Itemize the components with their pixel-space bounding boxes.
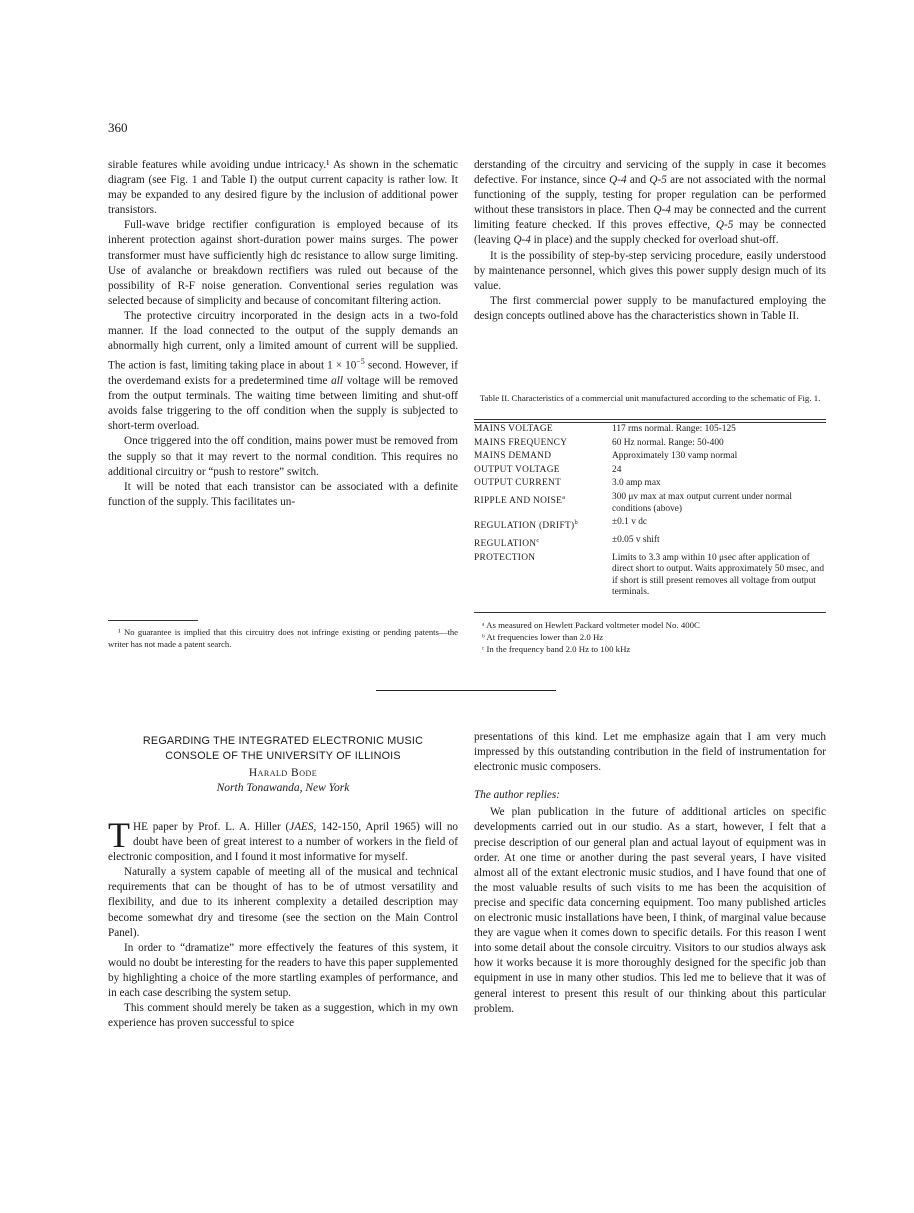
spec-value: 60 Hz normal. Range: 50-400 [612,437,724,448]
column-top-left [108,158,458,510]
paragraph: We plan publication in the future of additional articles on specific developments carried out in our studio. As a start, however, I felt that a precise description of our general plan and actual layout of equipment was in order. At one time or another during the past several years, I have visited almost all of the extant electronic music studios, and I have found that one of the most valuable results of such visits to me has been the acquisition of precise and specific data concerning equipment. Too many published articles on electronic music installations have been, I think, of marginal value because they are vague when it comes down to specific details. For this reason I went into some detail about the console circuitry. Visitors to our studios always ask how it works because it is more thoroughly designed for the specific job than equipment in use in many other studios. This led me to believe that it was of general interest to present this result of our thinking about this particular problem. [474,806,826,1015]
spec-row [474,476,826,490]
paragraph: The protective circuitry incorporated in the design acts in a two-fold manner. If the load connected to the output of the supply demands an abnormally high current, only a limited amount of current will be supplied. The action is fast, limiting taking place in about $1 \times 10^{-5}$ second. However, if the overdemand exists for a predetermined time all voltage will be removed from the output terminals. The waiting time between limiting and shut-off avoids false triggering to the off condition when the supply is subjected to short-term overload. [108,309,458,433]
paragraph: presentations of this kind. Let me emphasize again that I am very much impressed by this outstanding contribution in the field of instrumentation for electronic music composers. [474,731,826,774]
spec-param-text: REGULATION (DRIFT) [474,521,575,532]
table-rule-top-double [474,422,826,423]
spec-footnote-mark: b [574,519,579,527]
replies-heading: The author replies: [474,789,560,802]
section-divider [376,690,556,691]
paragraph: Naturally a system capable of meeting all of the musical and technical requirements that can be thought of has to be of utmost versatility and flexibility, and due to its inherent complexity a detailed description may become somewhat dry and tiresome (see the section on the Main Control Panel). [108,866,458,939]
column-top-right [474,158,826,324]
paragraph: Full-wave bridge rectifier configuration is employed because of its inherent protection against short-duration power mains surges. The power transformer must have sufficiently high dc resistance to allow surge limiting. Use of avalanche or breakdown rectifiers was ruled out because of the possibility of R-F noise generation. Conventional series regulation was selected because of simplicity and because of concomitant filtering action. [108,219,458,307]
spec-param: MAINS VOLTAGE [474,424,553,434]
spec-row [474,533,826,551]
paragraph: The first commercial power supply to be manufactured employing the design concepts outlined above has the characteristics shown in Table II. [474,294,826,322]
spec-footnote-mark: a [562,493,566,501]
spec-row [474,436,826,450]
paragraph: sirable features while avoiding undue intricacy.¹ As shown in the schematic diagram (see Fig. 1 and Table I) the output current capacity is rather low. It may be expanded to any desired figure by the inclusion of additional power transistors. [108,159,458,217]
table-rule-bottom [474,612,826,613]
spec-table [474,424,826,599]
spec-row [474,449,826,463]
spec-param: MAINS FREQUENCY [474,437,568,448]
drop-cap: T [108,815,130,855]
table-notes [482,620,826,655]
column-bottom-right [474,730,826,1017]
spec-param-text: RIPPLE AND NOISE [474,496,563,507]
paragraph: It will be noted that each transistor can be associated with a definite function of the supply. This facilitates un- [108,480,458,508]
paragraph: This comment should merely be taken as a suggestion, which in my own experience has proven successful to spice [108,1002,458,1030]
exponent: −5 [356,357,365,367]
spec-param-text: REGULATION [474,539,537,549]
article-title-line: REGARDING THE INTEGRATED ELECTRONIC MUSIC [142,735,424,747]
spec-value: 3.0 amp max [612,478,661,489]
table-note: ᶜ In the frequency band 2.0 Hz to 100 kHz [482,643,631,654]
paragraph: In order to “dramatize” more effectively the features of this system, it would no doubt be interesting for the readers to have this paper supplemented by highlighting a choice of the more startling examples of performance, and in each case describing the system setup. [108,941,458,1000]
article-location: North Tonawanda, New York [216,782,350,794]
spec-row [474,463,826,477]
table-rule-top [474,419,826,420]
table-note: ᵇ At frequencies lower than 2.0 Hz [482,631,604,642]
spec-table-body [474,424,826,599]
spec-param: OUTPUT VOLTAGE [474,464,560,475]
table-caption: Table II. Characteristics of a commercial unit manufactured according to the schematic of Fig. 1. [479,393,821,403]
spec-row [474,515,826,533]
spec-row [474,424,826,436]
spec-footnote-mark: c [536,536,540,544]
spec-param: PROTECTION [474,552,536,563]
spec-value: Limits to 3.3 amp within 10 μsec after application of direct short to output. Waits approximately 50 msec, and if short is still present removes all voltage from output terminals. [612,552,825,598]
spec-param: MAINS DEMAND [474,451,552,462]
article-title [108,734,458,764]
paragraph: Once triggered into the off condition, mains power must be removed from the supply so that it may revert to the normal condition. This requires no additional circuitry or “push to restore” switch. [108,435,458,478]
paragraph: derstanding of the circuitry and servicing of the supply in case it becomes defective. For instance, since Q-4 and Q-5 are not associated with the normal functioning of the supply, testing for proper regulation can be performed without these transistors in place. Then Q-4 may be connected and the current limiting feature checked. If this proves effective, Q-5 may be connected (leaving Q-4 in place) and the supply checked for overload shut-off. [474,159,827,247]
paragraph: THE paper by Prof. L. A. Hiller (JAES, 142-150, April 1965) will no doubt have been of great interest to a number of workers in the field of electronic composition, and I found it most informative for myself. [108,815,459,864]
spec-row [474,551,826,599]
column-bottom-left [108,815,459,1031]
paragraph: It is the possibility of step-by-step servicing procedure, easily understood by maintenance personnel, which gives this power supply design much of its value. [474,249,826,292]
article-author: Harald Bode [248,767,318,779]
spec-param [474,490,610,515]
spec-value: Approximately 130 vamp normal [612,451,738,462]
spec-row [474,490,826,515]
spec-value: ±0.05 v shift [612,534,660,545]
spec-param: OUTPUT CURRENT [474,478,562,489]
table-note: ᵃ As measured on Hewlett Packard voltmeter model No. 400C [482,620,700,630]
footnote-rule [108,620,198,621]
spec-value: 117 rms normal. Range: 105-125 [612,424,736,434]
page-number: 360 [108,120,128,135]
article-title-line: CONSOLE OF THE UNIVERSITY OF ILLINOIS [165,750,401,762]
spec-value: ±0.1 v dc [612,517,648,528]
footnote [108,626,458,650]
spec-param [474,533,610,551]
spec-param [474,515,610,533]
spec-value: 300 μv max at max output current under normal conditions (above) [612,491,792,514]
spec-value: 24 [612,464,622,475]
footnote-text: ¹ No guarantee is implied that this circuitry does not infringe existing or pending patents—the writer has not made a patent search. [108,627,458,649]
